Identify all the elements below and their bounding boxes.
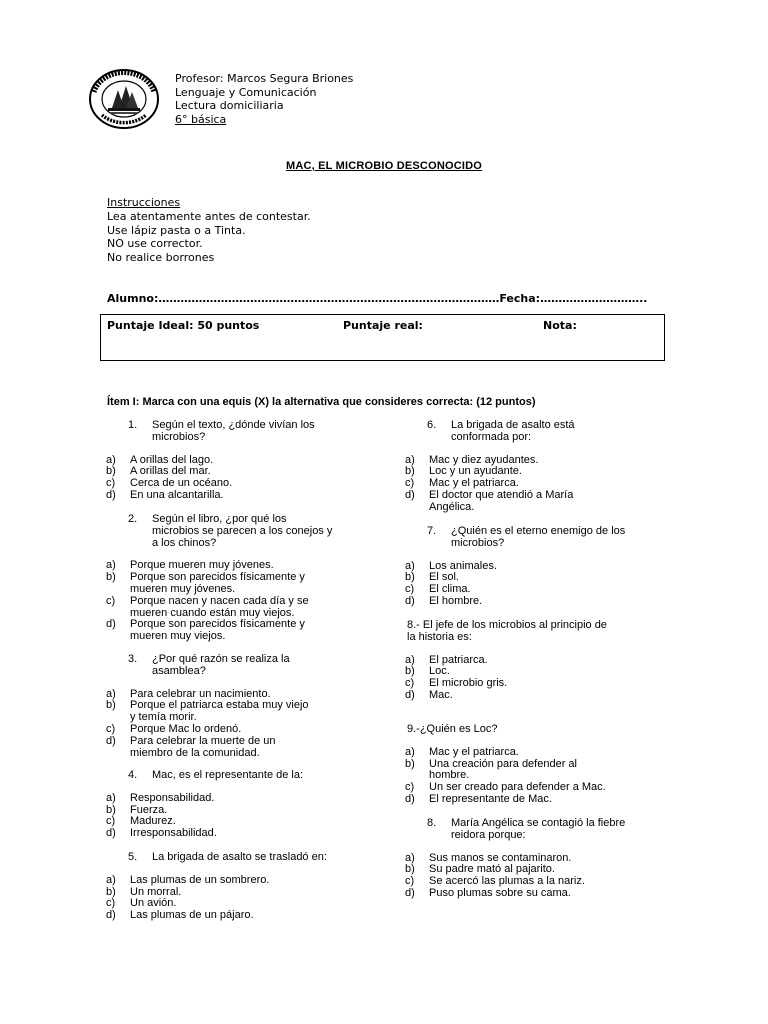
option-letter: a) — [405, 453, 415, 466]
option-text: y temía morir. — [130, 711, 197, 724]
option-text: Mac y el patriarca. — [429, 745, 519, 758]
student-date-line[interactable]: Alumno:…………………………………………………………………………………Fecha:……………………….. — [107, 292, 648, 305]
question-text: a los chinos? — [152, 536, 217, 549]
option-text: Angélica. — [429, 500, 475, 513]
option-text: Para celebrar un nacimiento. — [130, 687, 271, 700]
option-letter: a) — [106, 559, 116, 572]
option-text: El hombre. — [429, 595, 483, 607]
question-number: 4. — [128, 769, 138, 781]
option-letter: d) — [405, 489, 415, 501]
question-text: ¿Por qué razón se realiza la — [152, 653, 290, 665]
option-letter: d) — [405, 793, 415, 805]
option-text: El patriarca. — [429, 653, 488, 666]
option-letter: c) — [106, 723, 116, 735]
option-text: A orillas del lago. — [130, 453, 214, 466]
option-text: Porque el patriarca estaba muy viejo — [130, 699, 309, 712]
question-text: María Angélica se contagió la fiebre — [451, 817, 626, 829]
option-letter: b) — [106, 885, 116, 898]
option-letter: b) — [405, 665, 415, 678]
option-text: Loc y un ayudante. — [429, 465, 522, 478]
instruction-line: NO use corrector. — [107, 237, 203, 251]
question-text: la historia es: — [407, 630, 472, 643]
question-number: 6. — [427, 419, 437, 431]
option-letter: c) — [405, 781, 415, 794]
option-text: El microbio gris. — [429, 677, 508, 690]
question-text: asamblea? — [152, 664, 206, 677]
option-letter: d) — [405, 595, 415, 607]
option-text: El clima. — [429, 583, 471, 596]
questions-right-column — [405, 0, 667, 1024]
option-text: mueren muy jóvenes. — [130, 582, 236, 595]
option-letter: b) — [405, 757, 415, 770]
option-text: Sus manos se contaminaron. — [429, 851, 572, 864]
item-heading: Ítem I: Marca con una equis (X) la alternativa que consideres correcta: (12 puntos) — [107, 396, 536, 408]
option-letter: b) — [405, 571, 415, 584]
option-text: Un morral. — [130, 885, 182, 898]
option-letter: c) — [106, 477, 116, 490]
option-text: mueren muy viejos. — [130, 630, 226, 643]
option-text: Mac. — [429, 689, 453, 701]
option-letter: c) — [405, 583, 415, 596]
option-letter: d) — [106, 827, 116, 840]
option-text: Mac y el patriarca. — [429, 477, 519, 490]
option-text: Porque Mac lo ordenó. — [130, 723, 242, 735]
option-letter: d) — [106, 734, 116, 747]
option-text: Los animales. — [429, 559, 497, 572]
option-letter: a) — [405, 851, 415, 864]
option-letter: c) — [405, 875, 415, 888]
option-text: En una alcantarilla. — [130, 489, 224, 501]
option-text: Cerca de un océano. — [130, 477, 233, 490]
question-text: Según el libro, ¿por qué los — [152, 513, 287, 525]
option-text: Loc. — [429, 665, 450, 678]
question-text: microbios? — [451, 536, 505, 549]
question-number: 5. — [128, 851, 138, 863]
option-text: Un avión. — [130, 897, 177, 910]
question-number: 8. — [427, 817, 437, 829]
option-letter: d) — [106, 489, 116, 501]
option-letter: a) — [106, 453, 116, 466]
question-text: microbios? — [152, 430, 206, 443]
question-text: 8.- El jefe de los microbios al principio de — [407, 619, 607, 631]
question-text: reidora porque: — [451, 828, 526, 841]
question-text: conformada por: — [451, 430, 532, 443]
option-letter: d) — [106, 909, 116, 922]
question-number: 1. — [128, 419, 138, 431]
option-letter: d) — [106, 618, 116, 631]
real-score-label[interactable]: Puntaje real: — [343, 319, 423, 332]
option-text: El doctor que atendió a María — [429, 489, 574, 501]
grade: 6° básica — [175, 112, 227, 126]
option-text: hombre. — [429, 769, 470, 782]
option-letter: a) — [106, 873, 116, 886]
option-text: Porque son parecidos físicamente y — [130, 571, 305, 584]
option-text: Mac y diez ayudantes. — [429, 453, 539, 466]
document-title: MAC, EL MICROBIO DESCONOCIDO — [285, 160, 483, 172]
option-text: Porque mueren muy jóvenes. — [130, 559, 274, 572]
option-letter: b) — [405, 465, 415, 478]
instructions-heading: Instrucciones — [107, 196, 181, 209]
question-text: Mac, es el representante de la: — [152, 769, 304, 781]
option-letter: a) — [405, 745, 415, 758]
option-text: mueren cuando están muy viejos. — [130, 606, 295, 619]
option-text: Puso plumas sobre su cama. — [429, 887, 571, 899]
option-text: Se acercó las plumas a la nariz. — [429, 875, 585, 888]
option-text: Para celebrar la muerte de un — [130, 734, 276, 747]
option-text: miembro de la comunidad. — [130, 746, 260, 759]
option-letter: d) — [405, 887, 415, 899]
option-text: Madurez. — [130, 815, 176, 828]
option-letter: b) — [106, 571, 116, 584]
grade-label[interactable]: Nota: — [543, 319, 577, 332]
ideal-score-label: Puntaje Ideal: 50 puntos — [107, 319, 260, 332]
option-text: Las plumas de un pájaro. — [130, 909, 254, 922]
option-letter: b) — [106, 699, 116, 712]
option-letter: b) — [106, 803, 116, 816]
option-letter: c) — [106, 815, 116, 828]
question-number: 7. — [427, 525, 437, 537]
instruction-line: Use lápiz pasta o a Tinta. — [107, 223, 246, 237]
option-text: Las plumas de un sombrero. — [130, 873, 270, 886]
option-letter: a) — [405, 653, 415, 666]
option-letter: a) — [405, 559, 415, 572]
instruction-line: No realice borrones — [107, 251, 215, 265]
option-letter: b) — [405, 863, 415, 876]
question-number: 3. — [128, 653, 138, 665]
option-text: Responsabilidad. — [130, 791, 215, 804]
question-text: 9.-¿Quién es Loc? — [407, 723, 498, 735]
option-letter: c) — [405, 677, 415, 690]
option-letter: c) — [106, 594, 116, 607]
option-letter: c) — [405, 477, 415, 490]
question-number: 2. — [128, 513, 138, 525]
option-letter: b) — [106, 465, 116, 478]
option-letter: a) — [106, 791, 116, 804]
teacher-name: Profesor: Marcos Segura Briones — [175, 72, 354, 85]
question-text: microbios se parecen a los conejos y — [152, 524, 333, 537]
question-text: La brigada de asalto se trasladó en: — [152, 851, 327, 863]
option-letter: a) — [106, 687, 116, 700]
option-text: Un ser creado para defender a Mac. — [429, 781, 606, 794]
option-text: El representante de Mac. — [429, 793, 552, 805]
activity: Lectura domiciliaria — [175, 99, 284, 112]
question-text: La brigada de asalto está — [451, 419, 575, 431]
instruction-line: Lea atentamente antes de contestar. — [107, 209, 311, 223]
question-text: Según el texto, ¿dónde vivían los — [152, 419, 315, 431]
subject: Lenguaje y Comunicación — [175, 85, 317, 99]
option-text: Su padre mató al pajarito. — [429, 863, 555, 876]
question-text: ¿Quién es el eterno enemigo de los — [451, 525, 626, 537]
option-text: Una creación para defender al — [429, 757, 577, 770]
option-text: Irresponsabilidad. — [130, 827, 217, 840]
option-text: A orillas del mar. — [130, 465, 211, 478]
option-letter: c) — [106, 897, 116, 910]
option-text: Porque son parecidos físicamente y — [130, 618, 305, 631]
option-text: Porque nacen y nacen cada día y se — [130, 594, 309, 607]
option-text: El sol. — [429, 571, 459, 584]
option-letter: d) — [405, 689, 415, 701]
option-text: Fuerza. — [130, 803, 168, 816]
